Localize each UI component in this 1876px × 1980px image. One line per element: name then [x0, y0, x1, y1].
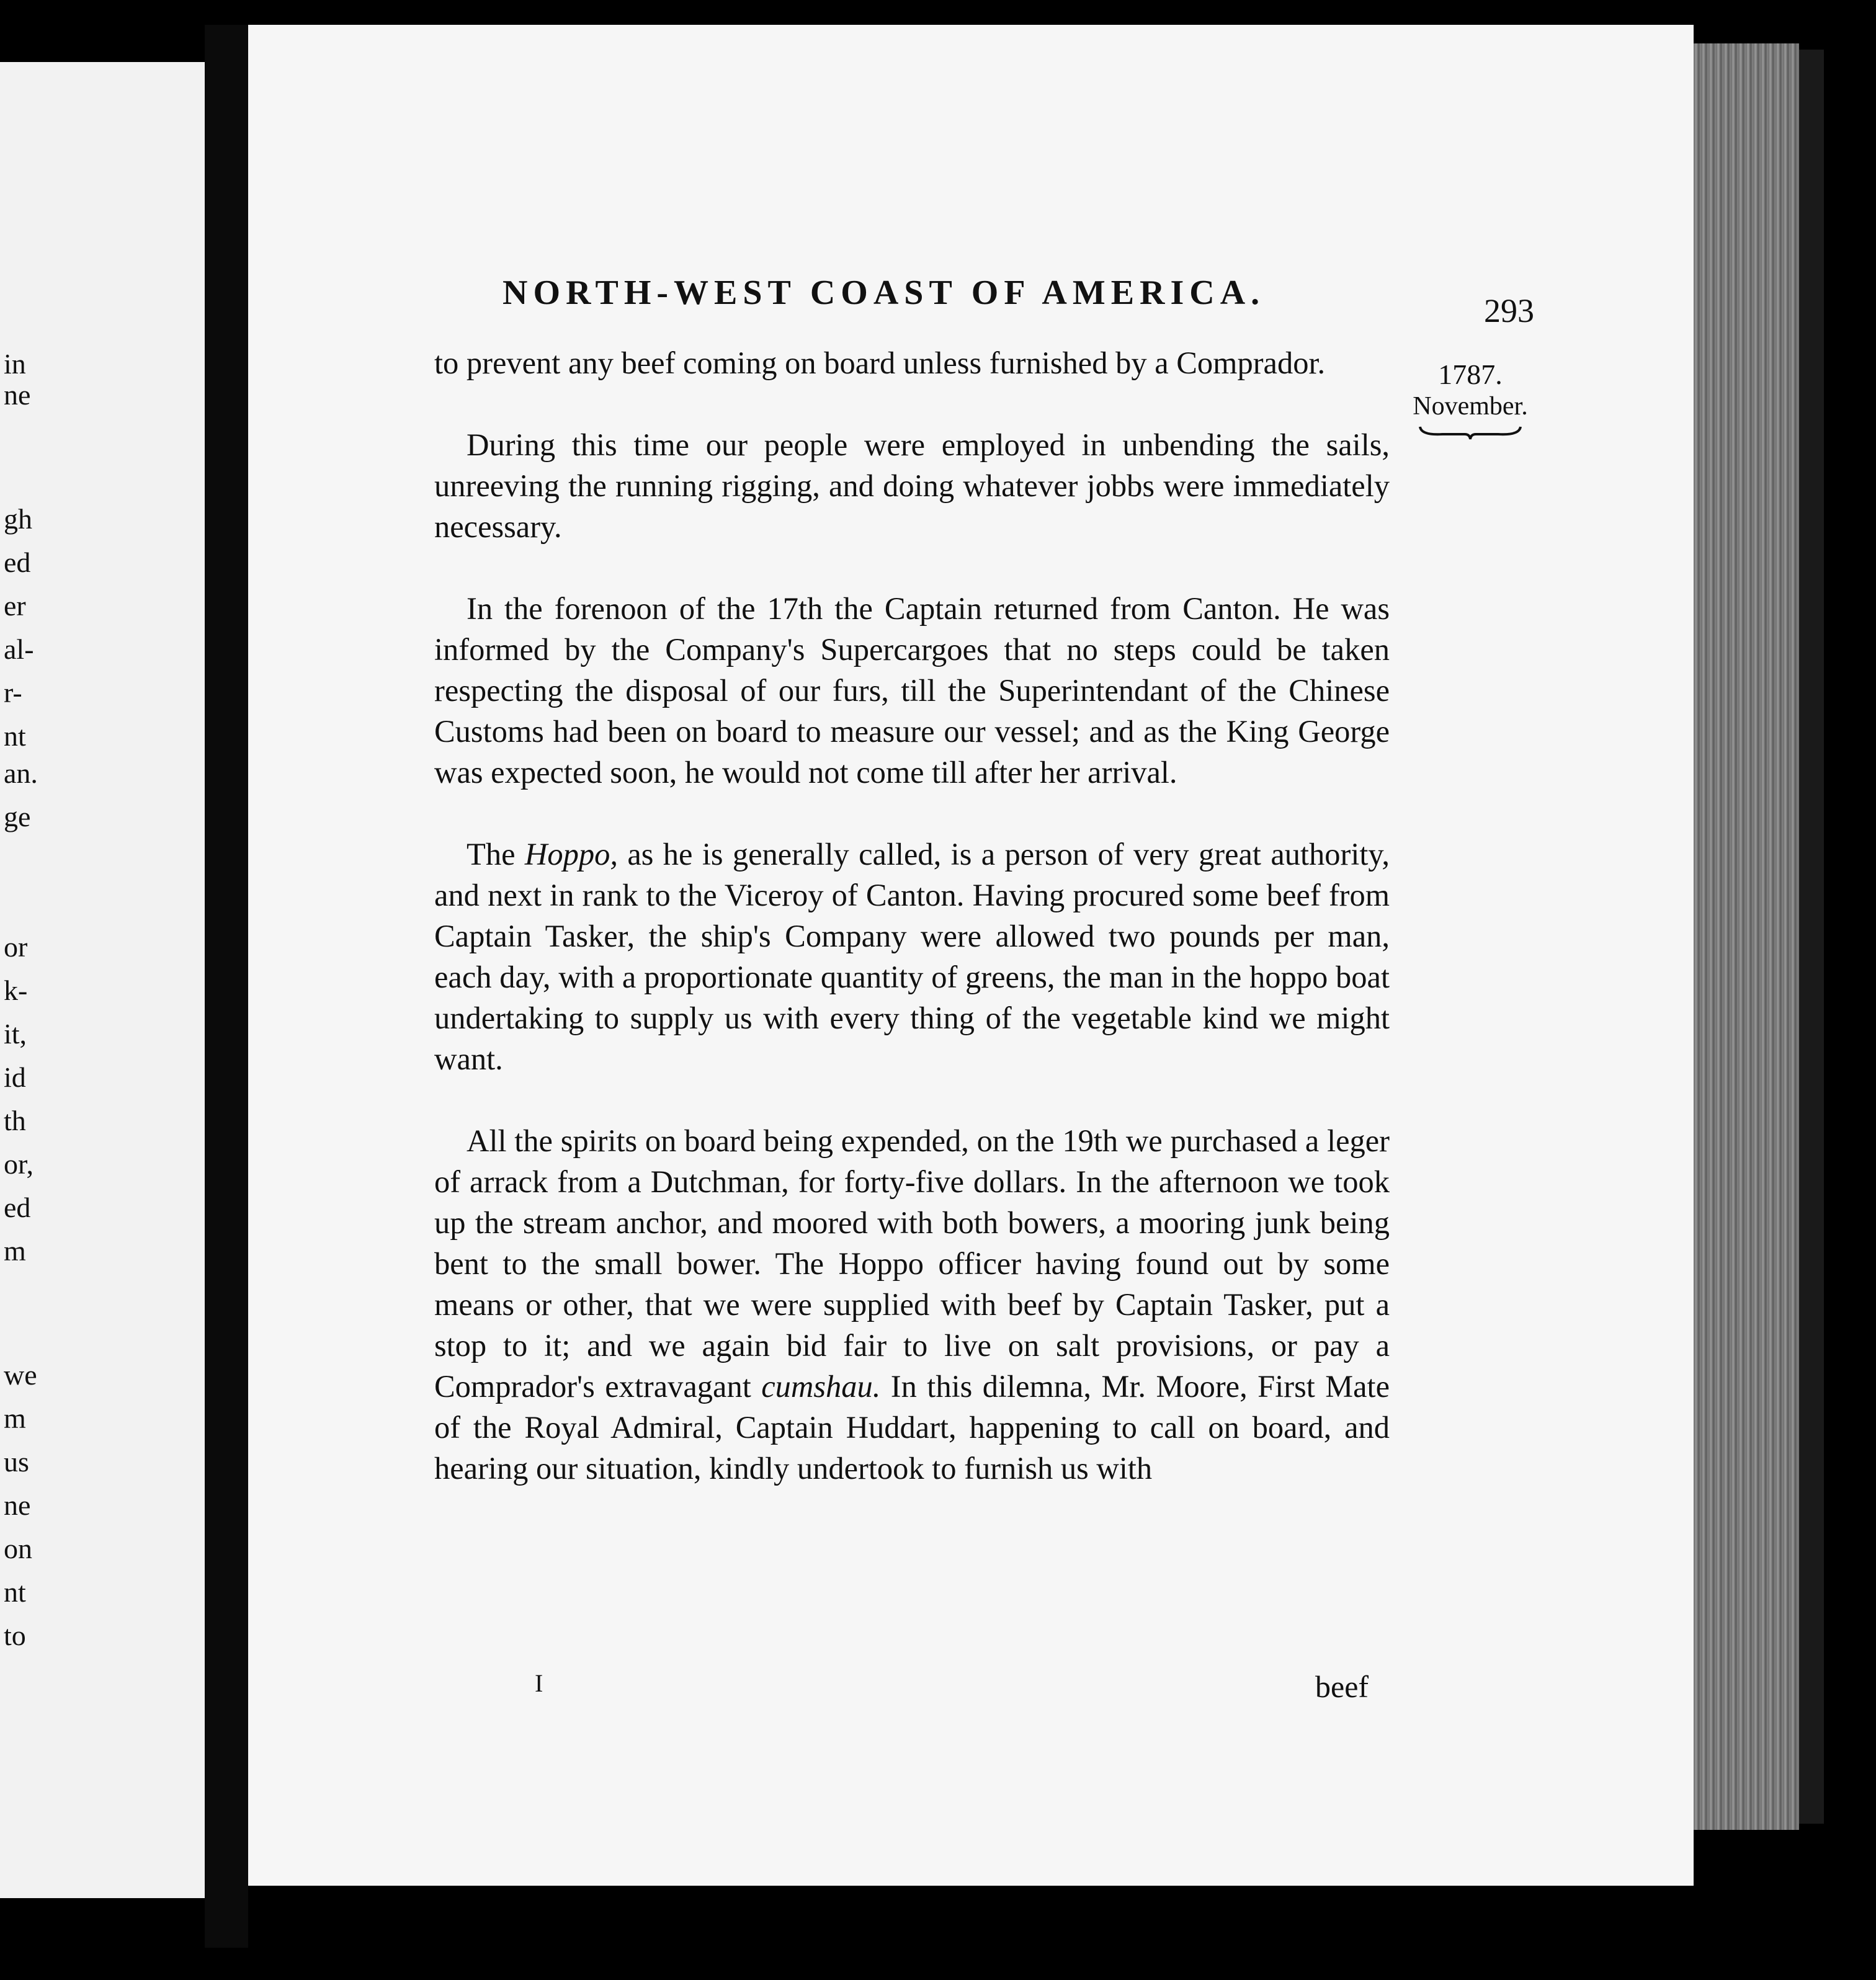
left-page-fragment: ne: [4, 379, 31, 411]
margin-note: [1402, 359, 1539, 440]
left-page-fragment: al-: [4, 633, 34, 665]
left-page-fragment: er: [4, 590, 26, 622]
left-page-fragment: r-: [4, 677, 22, 708]
left-page-fragment: m: [4, 1402, 26, 1434]
paragraph-5-italic: cumshau.: [761, 1369, 881, 1404]
paragraph-4-start: The: [467, 837, 525, 872]
paragraph-5-rest: In this dilemna, Mr. Moore, First Mate of the Royal Admiral, Captain Huddart, happening to call on board, and hearing our situation, kindly undertook to furnish us with: [434, 1369, 1390, 1486]
left-page-fragment: m: [4, 1235, 26, 1267]
left-page-fragment: us: [4, 1446, 29, 1478]
page-number: 293: [1484, 292, 1534, 329]
left-page-fragment: in: [4, 348, 26, 380]
signature-mark: I: [535, 1669, 543, 1697]
left-facing-page: [0, 62, 205, 1898]
left-page-fragment: ed: [4, 546, 31, 578]
running-head: NORTH-WEST COAST OF AMERICA.: [502, 274, 1266, 312]
left-page-fragment: an.: [4, 757, 38, 789]
margin-year: 1787.: [1438, 359, 1503, 390]
book-cover-edge: [1799, 50, 1824, 1824]
left-page-fragment: ge: [4, 801, 31, 832]
paragraph-3: In the forenoon of the 17th the Captain returned from Canton. He was informed by the Company's Supercargoes that no steps could be taken respecting the disposal of our furs, till the Superintendant of the Chinese Customs had been on board to measure our vessel; and as the King George was expected soon, he would not come till after her arrival.: [434, 591, 1390, 790]
left-page-fragment: th: [4, 1105, 26, 1136]
left-page-fragment: or: [4, 931, 28, 963]
left-page-fragment: k-: [4, 974, 28, 1006]
left-page-fragment: on: [4, 1533, 32, 1564]
paragraph-2: During this time our people were employed in unbending the sails, unreeving the running rigging, and doing whatever jobbs were immediately necessary.: [434, 427, 1390, 544]
left-page-fragment: or,: [4, 1148, 34, 1180]
left-page-fragment: nt: [4, 720, 26, 752]
left-page-fragment: ed: [4, 1192, 31, 1223]
left-page-fragment: to: [4, 1620, 26, 1651]
left-page-fragment: we: [4, 1359, 37, 1391]
paragraph-4-italic: Hoppo,: [524, 837, 618, 872]
paragraph-5: [434, 1120, 1390, 1489]
book-gutter: [205, 25, 248, 1948]
margin-month: November.: [1413, 392, 1528, 421]
left-page-fragment: it,: [4, 1018, 27, 1050]
catchword: beef: [1315, 1669, 1369, 1704]
paragraph-4-rest: as he is generally called, is a person of very great authority, and next in rank to the Viceroy of Canton. Having procured some beef from Captain Tasker, the ship's Company were allowed two pounds per man, each day, with a proportionate quantity of greens, the man in the hoppo boat undertaking to supply us with every thing of the vegetable kind we might want.: [434, 837, 1390, 1076]
brace-icon: [1418, 424, 1523, 440]
body-text: [434, 342, 1390, 1489]
paragraph-4: [434, 834, 1390, 1079]
left-page-fragment: ne: [4, 1489, 31, 1521]
left-page-fragment: id: [4, 1061, 26, 1093]
left-page-fragment: gh: [4, 503, 32, 535]
left-page-fragment: nt: [4, 1576, 26, 1608]
paragraph-5-start: All the spirits on board being expended, on the 19th we purchased a leger of arrack from a Dutchman, for forty-five dollars. In the afternoon we took up the stream anchor, and moored with both bowers, a mooring junk being bent to the small bower. The Hoppo officer having found out by some means or other, that we were supplied with beef by Captain Tasker, put a stop to it; and we again bid fair to live on salt provisions, or pay a Comprador's extravagant: [434, 1123, 1390, 1404]
paragraph-1: to prevent any beef coming on board unless furnished by a Comprador.: [434, 346, 1326, 380]
page-edges: [1694, 43, 1799, 1830]
